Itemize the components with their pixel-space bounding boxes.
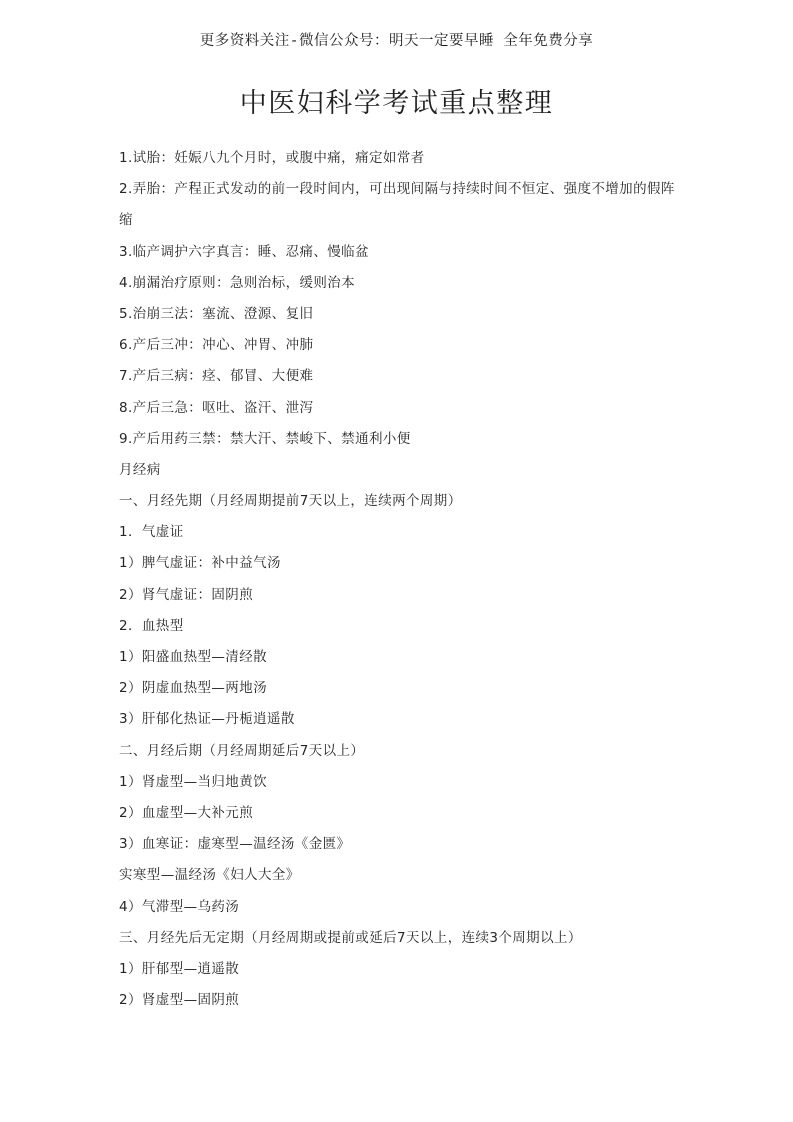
content-line: 7.产后三病：痉、郁冒、大便难 — [119, 368, 314, 385]
content-line: 2）阴虚血热型—两地汤 — [119, 680, 267, 697]
content-line: 3.临产调护六字真言：睡、忍痛、慢临盆 — [119, 243, 369, 260]
subsection-heading: 一、月经先期（月经周期提前7天以上，连续两个周期） — [119, 493, 462, 510]
content-line: 1．气虚证 — [119, 524, 184, 541]
header-note: 更多资料关注-微信公众号：明天一定要早睡 全年免费分享 — [199, 33, 594, 49]
content-line: 1）脾气虚证：补中益气汤 — [119, 555, 281, 572]
content-line: 9.产后用药三禁：禁大汗、禁峻下、禁通利小便 — [119, 430, 411, 447]
content-line: 3）血寒证：虚寒型—温经汤《金匮》 — [119, 836, 351, 853]
content-line: 5.治崩三法：塞流、澄源、复旧 — [119, 305, 314, 322]
subsection-heading: 二、月经后期（月经周期延后7天以上） — [119, 742, 365, 759]
content-line: 2）肾气虚证：固阴煎 — [119, 586, 254, 603]
content-line: 实寒型—温经汤《妇人大全》 — [119, 867, 300, 884]
content-line: 8.产后三急：呕吐、盗汗、泄泻 — [119, 399, 314, 416]
content-line: 2．血热型 — [119, 617, 184, 634]
content-list — [119, 143, 679, 1016]
content-line: 缩 — [119, 212, 133, 229]
content-line: 4）气滞型—乌药汤 — [119, 898, 240, 915]
content-line: 3）肝郁化热证—丹栀逍遥散 — [119, 711, 295, 728]
content-line: 1）肝郁型—逍遥散 — [119, 960, 240, 977]
content-line: 1）阳盛血热型—清经散 — [119, 649, 267, 665]
subsection-heading: 三、月经先后无定期（月经周期或提前或延后7天以上，连续3个周期以上） — [119, 929, 582, 946]
section-heading: 月经病 — [119, 461, 161, 478]
content-line: 2）血虚型—大补元煎 — [119, 804, 254, 821]
content-line: 1.试胎：妊娠八九个月时，或腹中痛，痛定如常者 — [119, 150, 425, 166]
content-line: 2.弄胎：产程正式发动的前一段时间内，可出现间隔与持续时间不恒定、强度不增加的假阵 — [119, 181, 675, 198]
content-line: 4.崩漏治疗原则：急则治标，缓则治本 — [119, 274, 356, 291]
content-line: 1）肾虚型—当归地黄饮 — [119, 773, 267, 790]
content-line: 6.产后三冲：冲心、冲胃、冲肺 — [119, 337, 314, 354]
content-line: 2）肾虚型—固阴煎 — [119, 992, 240, 1009]
document-title: 中医妇科学考试重点整理 — [239, 88, 554, 119]
